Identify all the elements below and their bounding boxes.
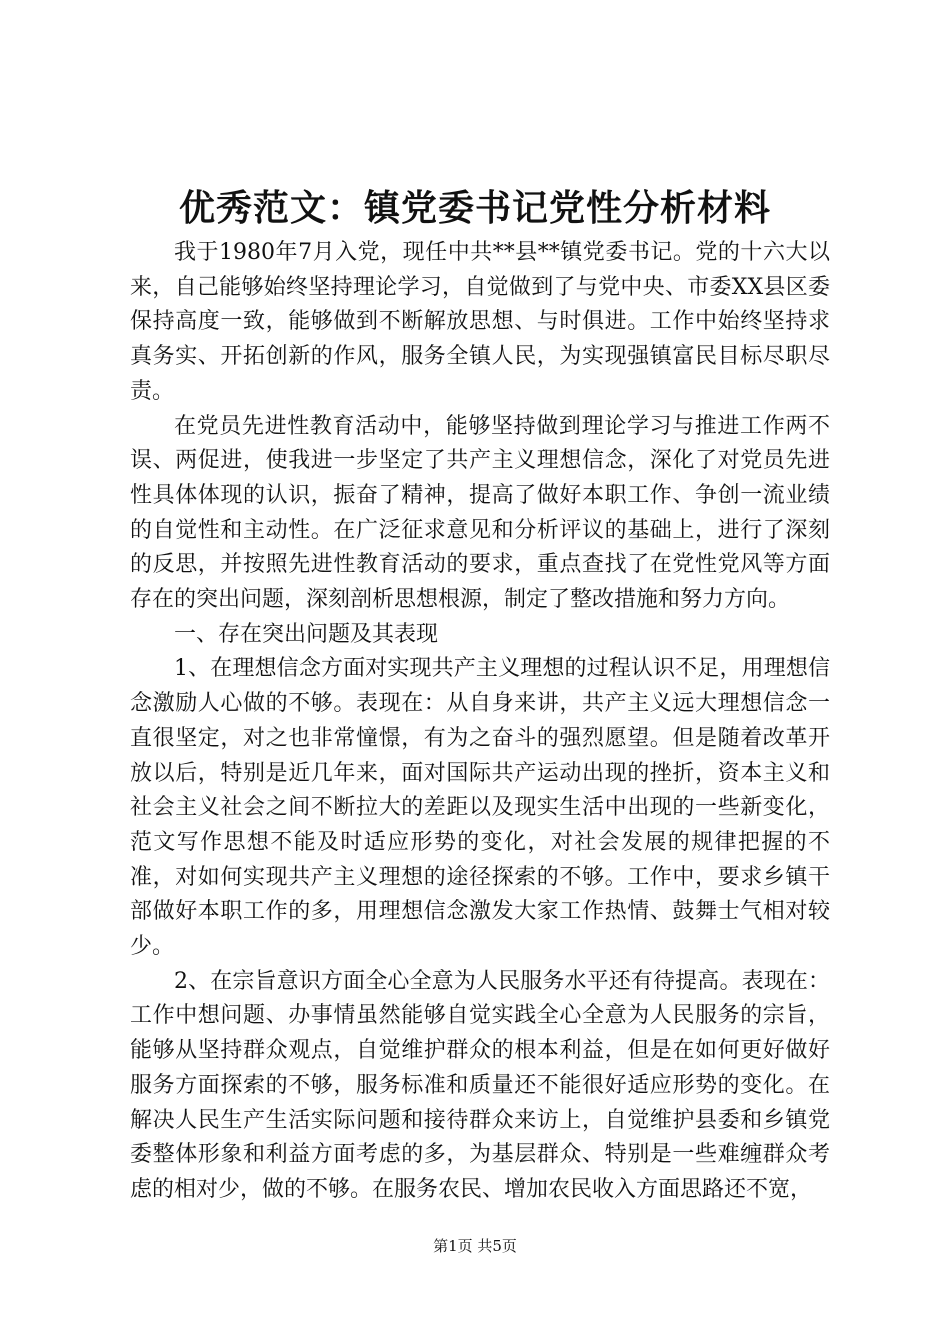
- paragraph-ideals-beliefs: 1、在理想信念方面对实现共产主义理想的过程认识不足，用理想信念激励人心做的不够。表现在：从自身来讲，共产主义远大理想信念一直很坚定，对之也非常憧憬，有为之奋斗的强烈愿望。但是随着改革开放以后，特别是近几年来，面对国际共产运动出现的挫折，资本主义和社会主义社会之间不断拉大的差距以及现实生活中出现的一些新变化，范文写作思想不能及时适应形势的变化，对社会发展的规律把握的不准，对如何实现共产主义理想的途径探索的不够。工作中，要求乡镇干部做好本职工作的多，用理想信念激发大家工作热情、鼓舞士气相对较少。: [130, 656, 830, 960]
- section-heading: 一、存在突出问题及其表现: [174, 621, 439, 647]
- document-body: [130, 236, 830, 1208]
- page-footer: 第1页 共5页: [433, 1237, 517, 1255]
- document-title: 优秀范文：镇党委书记党性分析材料: [178, 187, 771, 229]
- paragraph-education-activity: 在党员先进性教育活动中，能够坚持做到理论学习与推进工作两不误、两促进，使我进一步坚定了共产主义理想信念，深化了对党员先进性具体体现的认识，振奋了精神，提高了做好本职工作、争创一流业绩的自觉性和主动性。在广泛征求意见和分析评议的基础上，进行了深刻的反思，并按照先进性教育活动的要求，重点查找了在党性党风等方面存在的突出问题，深刻剖析思想根源，制定了整改措施和努力方向。: [130, 413, 830, 613]
- paragraph-intro: 我于1980年7月入党，现任中共**县**镇党委书记。党的十六大以来，自己能够始终坚持理论学习，自觉做到了与党中央、市委XX县区委保持高度一致，能够做到不断解放思想、与时俱进。工作中始终坚持求真务实、开拓创新的作风，服务全镇人民，为实现强镇富民目标尽职尽责。: [130, 240, 830, 404]
- paragraph-service-awareness: 2、在宗旨意识方面全心全意为人民服务水平还有待提高。表现在：工作中想问题、办事情虽然能够自觉实践全心全意为人民服务的宗旨，能够从坚持群众观点，自觉维护群众的根本利益，但是在如何更好做好服务方面探索的不够，服务标准和质量还不能很好适应形势的变化。在解决人民生产生活实际问题和接待群众来访上，自觉维护县委和乡镇党委整体形象和利益方面考虑的多，为基层群众、特别是一些难缠群众考虑的相对少，做的不够。在服务农民、增加农民收入方面思路还不宽，: [130, 968, 830, 1202]
